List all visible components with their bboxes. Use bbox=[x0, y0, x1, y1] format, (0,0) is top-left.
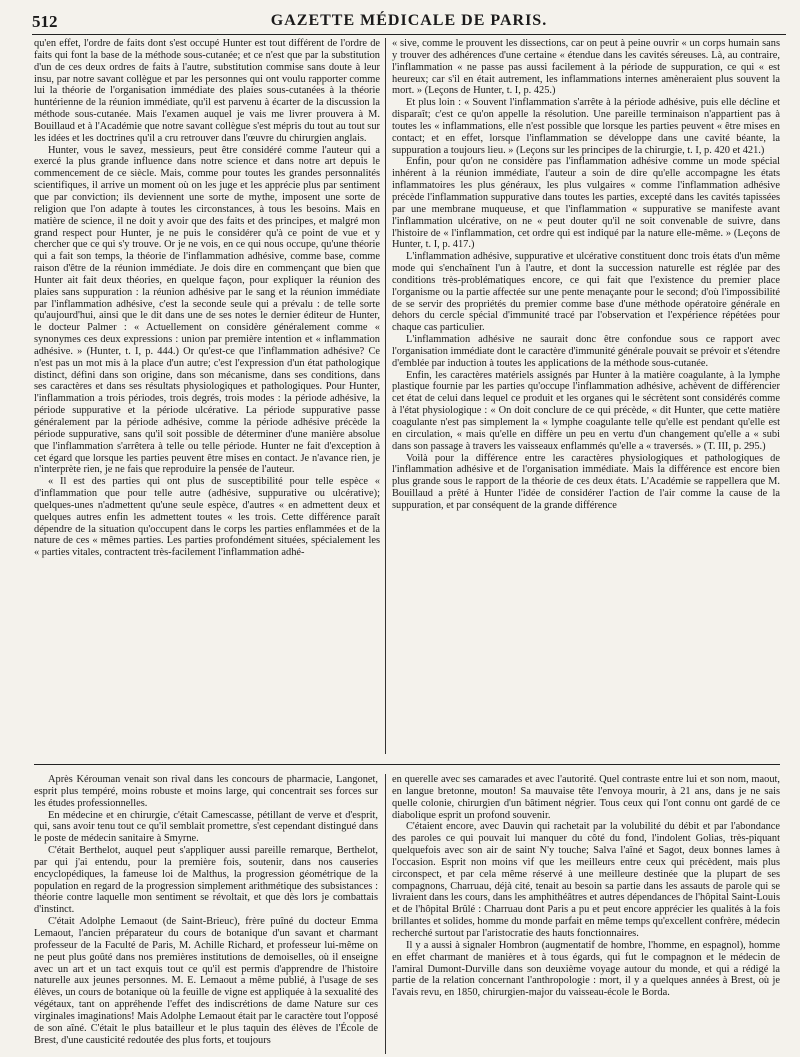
paragraph: « Il est des parties qui ont plus de susceptibilité pour telle espèce « d'inflammation que pour telle autre (adhésive, suppurative ou ulcérative); quelques-unes n'admettent qu'une seule espèce, d'autres « en admettent deux et quelques autres enfin les admettent toutes « les trois. Cette différence paraît dépendre de la situation qu'occupent dans le corps les parties enflammées et de la nature de ces « mêmes parties. Les parties profondément situées, spécialement les « parties vitales, contractent très-facilement l'inflammation adhé- bbox=[34, 476, 380, 559]
paragraph: C'était Berthelot, auquel peut s'appliquer aussi pareille remarque, Berthelot, par qui j'ai entendu, pour la première fois, soutenir, dans nos causeries encyclopédiques, la fameuse loi de Malthus, la progression géométrique de la population en regard de la progression simplement arithmétique des subsistances : théorie contre laquelle mon sentiment se révoltait, et que dès lors je combattais d'instinct. bbox=[34, 845, 378, 916]
paragraph: C'était Adolphe Lemaout (de Saint-Brieuc), frère puîné du docteur Emma Lemaout, l'ancien préparateur du cours de botanique d'un savant et charmant professeur de la Faculté de Paris, M. Achille Richard, et professeur lui-même on ne peut plus goûté dans nos premières institutions de demoiselles, où il enseigne avec un art et un tact exquis tout ce qu'il est permis d'apprendre de l'histoire naturelle aux jeunes personnes. M. E. Lemaout a même publié, à l'usage de ses élèves, un cours de botanique où la feuille de vigne est appliquée à la sexualité des végétaux, tant on appréhende l'effet des indiscrétions de dame Nature sur ces virginales imaginations! Mais Adolphe Lemaout était par le caractère tout l'opposé de son aîné. C'était le plus batailleur et le plus taquin des élèves de l'École de Brest, d'une causticité redoutée des plus forts, et toujours bbox=[34, 916, 378, 1046]
paragraph: L'inflammation adhésive, suppurative et ulcérative constituent donc trois états d'un même mode qui s'enchaînent l'un à l'autre, et dont la succession naturelle est réglée par des conditions très-problématiques encore, ce qui fait que l'existence du premier place l'organisme ou la partie affectée sur une pente menaçante pour le second; d'où l'impossibilité de se servir des propriétés du premier comme base d'une méthode opératoire générale en dehors du cercle spécial d'immunité tracé par l'observation et l'expérience répétées pour chaque cas particulier. bbox=[392, 251, 780, 334]
section-divider bbox=[34, 764, 780, 765]
journal-title: GAZETTE MÉDICALE DE PARIS. bbox=[270, 12, 548, 29]
paragraph: Hunter, vous le savez, messieurs, peut être considéré comme l'auteur qui a exercé la plus grande influence dans notre science et dans notre art depuis le commencement de ce siècle. Mais, comme pour toutes les grandes personnalités scientifiques, il arrive un moment où on les juge et les apprécie plus par sentiment que par conviction; ils deviennent une sorte de mythe, imposent une sorte de religion que l'on adapte à toutes les circonstances, à tous les besoins. Mais en matière de science, il ne doit y avoir que des faits et des principes, et malgré mon grand respect pour Hunter, je ne puis le considérer qu'à ce point de vue et y chercher que ce qui s'y trouve. Or je ne vois, en ce qui nous occupe, qu'une théorie qui a fait son temps, la théorie de l'inflammation adhésive, comme base, comme raison d'être de la réunion immédiate. Je dois dire en commençant que bien que Hunter ait fait deux théories, en quelque façon, pour expliquer la réunion des plaies sans suppuration : la réunion adhésive par le sang et la réunion immédiate par l'inflammation adhésive, c'est la seconde seule qui a prévalu : de telle sorte qu'aujourd'hui, ainsi que le dit dans une de ses notes le dernier éditeur de Hunter, le docteur Palmer : « Actuellement on considère généralement comme « synonymes ces deux expressions : union par première intention et « inflammation adhésive. » (Hunter, t. I, p. 444.) Or qu'est-ce que l'inflammation adhésive? Ce n'est pas un mot mis à la place d'un autre; c'est l'expression d'un état pathologique distinct, défini dans son origine, dans son mécanisme, dans ses conditions, dans ses caractères et dans ses résultats physiologiques et pathologiques. Pour Hunter, l'inflammation a trois périodes, trois degrés, trois modes : la période adhésive, la période suppurative et la période ulcérative. La période suppurative passe généralement par la période adhésive, comme la période adhésive précède la période suppurative, sans qu'il soit possible de déterminer d'une manière absolue que l'inflammation s'arrêtera à telle ou telle période. Hunter ne fait d'exception à cet égard que lorsque les parties peuvent être mises en contact. Je n'avance rien, je n'interprète rien, je ne fais que reproduire la pensée de l'auteur. bbox=[34, 144, 380, 476]
paragraph: qu'en effet, l'ordre de faits dont s'est occupé Hunter est tout différent de l'ordre de faits qui font la base de la méthode sous-cutanée; et ce n'est que par la substitution d'un de ces deux ordres de faits à l'autre, substitution commise sans doute à leur insu, par notre savant collègue et par les personnes qui ont voulu rapporter comme lui la théorie de l'organisation immédiate des plaies sous-cutanées à la théorie huntérienne de la réunion immédiate, qu'il est parvenu à écarter de la discussion la méthode sous-cutanée. Mais l'examen auquel je vais me livrer prouvera à M. Bouillaud et à l'Académie que notre savant collègue s'est mépris du tout au tout sur les idées et les doctrines qu'il a cru retrouver dans l'œuvre du chirurgien anglais. bbox=[34, 38, 380, 144]
paragraph: Il y a aussi à signaler Hombron (augmentatif de hombre, l'homme, en espagnol), homme en effet charmant de manières et à tous égards, qui fut le compagnon et le médecin de l'amiral Dumont-Durville dans son deuxième voyage autour du monde, et qui a rédigé la partie de la relation concernant l'anthropologie : mort, il y a quelques années à Brest, où je l'avais revu, en 1850, chirurgien-major du vaisseau-école le Borda. bbox=[392, 939, 780, 999]
column-divider-top bbox=[385, 38, 386, 754]
paragraph: Après Kérouman venait son rival dans les concours de pharmacie, Langonet, esprit plus tempéré, moins robuste et moins large, qui concentrait ses forces sur les études professionnelles. bbox=[34, 774, 378, 809]
paragraph: C'étaient encore, avec Dauvin qui rachetait par la volubilité du débit et par l'abondance des paroles ce qui pouvait lui manquer du côté du fond, l'indolent Golias, très-piquant quelquefois avec son air de saint N'y touche; Salva l'aîné et Sagot, deux bonnes lames à l'occasion. Esprit non moins vif que les meilleurs entre ceux qui précèdent, mais plus circonspect, et par cela même réservé à une meilleure destinée que la plupart de ses compagnons, Charruau, déjà cité, tenait au besoin sa partie dans les assauts de parole qui se livraient dans les cours, dans les amphithéâtres et autres dépendances de l'hôpital Saint-Louis et de l'hôpital Brûlé : Charruau dont Paris a pu et peut encore apprécier les qualités à la fois brillantes et solides, homme du monde parfait en même temps qu'excellent confrère, médecin recherché surtout par l'aristocratie des hauts fonctionnaires. bbox=[392, 821, 780, 939]
paragraph: Voilà pour la différence entre les caractères physiologiques et pathologiques de l'inflammation adhésive et de l'organisation immédiate. Mais la différence est encore bien plus grande sous le rapport de la théorie de ces deux états. L'Académie se rappellera que M. Bouillaud a prêté à Hunter l'idée de considérer l'action de l'air comme la cause de la suppuration, et par conséquent de la grande différence bbox=[392, 452, 780, 511]
paragraph: en querelle avec ses camarades et avec l'autorité. Quel contraste entre lui et son nom, maout, en langue bretonne, mouton! Sa mauvaise tête l'envoya mourir, à 21 ans, dans je ne sais quelle colonie, chirurgien d'un bâtiment négrier. Tous ceux qui l'ont connu ont gardé de ce diabolique esprit un profond souvenir. bbox=[392, 774, 780, 821]
paragraph: « sive, comme le prouvent les dissections, car on peut à peine ouvrir « un corps humain sans y trouver des adhérences d'une certaine « étendue dans les cavités séreuses. Là, au contraire, l'inflammation « ne passe pas aussi facilement à la période de suppuration, ce qui « est heureux; car s'il en était autrement, les inflammations internes amèneraient plus souvent la mort. » (Leçons de Hunter, t. I, p. 425.) bbox=[392, 38, 780, 97]
paragraph: L'inflammation adhésive ne saurait donc être confondue sous ce rapport avec l'organisation immédiate dont le caractère d'immunité générale pouvait se prévoir et s'étendre d'emblée par induction à toutes les applications de la méthode sous-cutanée. bbox=[392, 334, 780, 369]
article-column-left bbox=[34, 38, 380, 754]
feuilleton-column-right bbox=[392, 774, 780, 1054]
paragraph: En médecine et en chirurgie, c'était Camescasse, pétillant de verve et d'esprit, qui, sans avoir tenu tout ce qu'il semblait promettre, s'est cependant distingué dans le poste de médecin sanitaire à Smyrne. bbox=[34, 809, 378, 845]
article-column-right bbox=[392, 38, 780, 754]
paragraph: Enfin, pour qu'on ne considère pas l'inflammation adhésive comme un mode spécial inhérent à la réunion immédiate, l'auteur a soin de dire qu'elle accompagne les états inflammatoires les plus généraux, les plus vulgaires « comme l'inflammation adhésive précède l'inflammation suppurative dans toutes les parties, excepté dans les cavités tapissées par une membrane muqueuse, et que l'inflammation « suppurative se manifeste avant l'inflammation ulcérative, on ne « peut douter qu'il ne soit convenable de suivre, dans l'histoire de « l'inflammation, cet ordre qui est indiqué par la nature elle-même. » (Leçons de Hunter, t. I, p. 417.) bbox=[392, 156, 780, 251]
paragraph: Et plus loin : « Souvent l'inflammation s'arrête à la période adhésive, puis elle décline et disparaît; c'est ce qu'on appelle la résolution. Une pareille terminaison n'appartient pas à toutes les « inflammations, elle n'est possible que lorsque les parties peuvent « être mises en contact; et en effet, lorsque l'inflammation se développe dans une cavité béante, la suppuration a toujours lieu. » (Leçons sur les principes de la chirurgie, t. I, p. 420 et 421.) bbox=[392, 97, 780, 156]
page-header bbox=[32, 12, 786, 35]
column-divider-bottom bbox=[385, 774, 386, 1054]
page-number: 512 bbox=[32, 12, 58, 31]
paragraph: Enfin, les caractères matériels assignés par Hunter à la matière coagulante, à la lymphe plastique fournie par les parties qu'occupe l'inflammation adhésive, achèvent de différencier cet état de celui dans lequel ce produit et les organes qui le sécrètent sont considérés comme à l'état physiologique : « On doit conclure de ce qui précède, « dit Hunter, que cette matière coagulante n'est pas simplement la « lymphe coagulante telle qu'elle est pendant qu'elle est en circulation, « mais qu'elle en diffère un peu en vertu d'un changement qu'elle a « subi dans son passage à travers les vaisseaux enflammés qu'elle a « traversés. » (T. III, p. 295.) bbox=[392, 369, 780, 452]
feuilleton-column-left bbox=[34, 774, 378, 1054]
